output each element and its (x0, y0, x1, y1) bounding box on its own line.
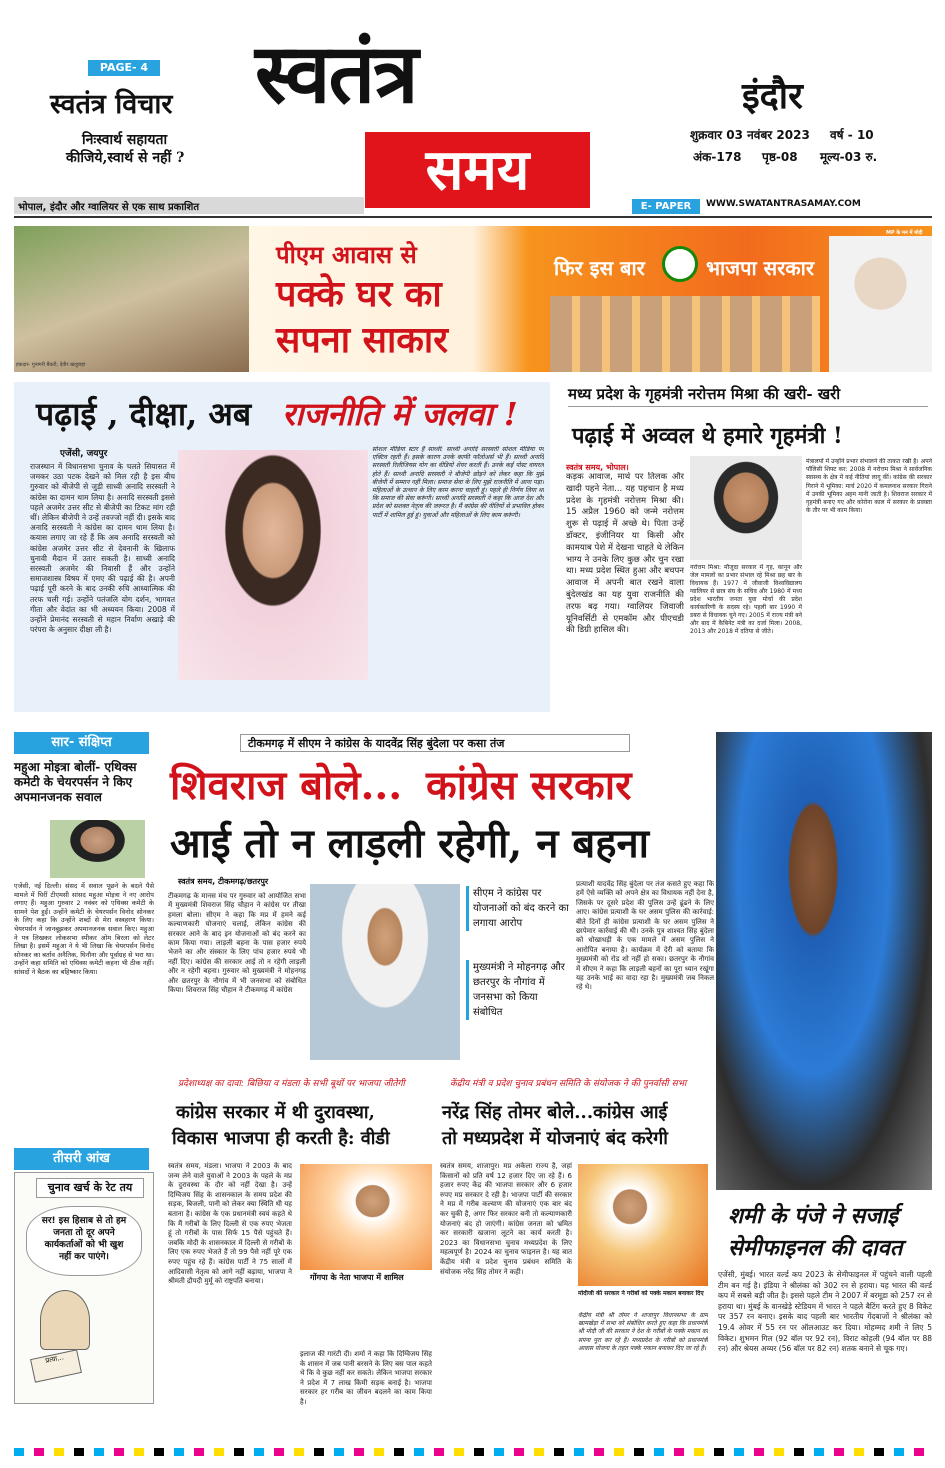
story1-photo (178, 450, 368, 680)
masthead-rule (14, 216, 932, 218)
lead-photo (310, 884, 460, 1060)
lotus-icon (662, 246, 698, 282)
s3-caption: गोंगपा के नेता भाजपा में शामिल (310, 1273, 404, 1282)
s4-headline-1: नरेंद्र सिंह तोमर बोले...कांग्रेस आई (442, 1102, 668, 1123)
story2-byline: स्वतंत्र समय, भोपाल। (566, 463, 629, 472)
ad-line-1: पीएम आवास से (276, 240, 417, 269)
lead-headline-a: शिवराज बोले... (170, 762, 403, 809)
sport-photo (716, 732, 932, 1190)
logo-bottom: समय (425, 137, 530, 203)
s3-kicker: प्रदेशाध्यक्ष का दावा: बिछिया व मंडला के सभी बूथों पर भाजपा जीतेगी (178, 1079, 405, 1089)
lead-pull-1: सीएम ने कांग्रेस पर योजनाओं को बंद करने का लगाया आरोप (466, 886, 570, 931)
story2-body2: नरोत्तम मिश्रा: मौजूदा सरकार में गृह, कानून और जेल मामलों का प्रभार संभाल रहे मिश्रा छह बार के विधायक हैं। 1977 में जीवाजी विश्वविद्यालय ग्वालियर से छात्र संघ के सचिव और 1980 में मध्य प्रदेश भारतीय जनता युवा मोर्चा की प्रदेश कार्यकारिणी के सदस्य रहे। पहली बार 1990 में डबरा से विधायक चुने गए। 2005 में राज्य मंत्री बने और बाद में कैबिनेट मंत्री का दर्जा मिला। 2008, 2013 और 2018 में दतिया से जीते। (690, 564, 802, 635)
story1-body: राजस्थान में विधानसभा चुनाव के चलते सियासत में जमकर उठा पटक देखने को मिल रही है इस बीच गुरुवार को बीजेपी से जुड़ी साध्वी अनादि सरस्वती ने कांग्रेस का दामन थाम लिया है। अनादि सरस्वती इससे पहले अजमेर उत्तर सीट से बीजेपी का टिकट मांग रही थीं। लेकिन बीजेपी ने उन्हें तवज्जो नहीं दी। इसके बाद अनादि सरस्वती ने कांग्रेस का दामन थाम लिया है। कयास लगाए जा रहे हैं कि अब अनादि सरस्वती को कांग्रेस अजमेर उत्तर सीट से देवनानी के खिलाफ चुनावी मैदान में उतार सकती है। साध्वी अनादि सरस्वती अजमेर की निवासी हैं और उन्होंने समाजशास्त्र विषय में एमए की पढ़ाई की है। अपनी पढ़ाई पूरी करने के बाद उनकी रुचि आध्यात्मिक की तरफ चली गई। उन्होंने पतंजलि योग दर्शन, भागवत गीता और वेदांत का भी अध्ययन किया। 2008 में उन्होंने प्रेमानंद सरस्वती से महान निर्वाण अखाड़े की परंपरा के अनुसार दीक्षा ली है। (30, 462, 175, 635)
column-title: स्वतंत्र विचार (50, 89, 173, 120)
ad-right-text: फिर इस बार (554, 256, 645, 280)
ad-line-3: सपना साकार (276, 319, 448, 361)
lead-body2: प्रत्याशी यादवेंद्र सिंह बुंदेला पर तंज कसते हुए कहा कि हमें ऐसे व्यक्ति को अपने क्षेत्र का विधायक नहीं देना है, जिसके पर दूसरे प्रदेश की पुलिस उन्हें ढूंढने के लिए आए। कांग्रेस प्रत्याशी के घर असम पुलिस की कार्रवाई: बीते दिनों ही कांग्रेस प्रत्याशी के घर असम पुलिस ने छापेमार कार्रवाई की थी। उनके पुत्र शाश्वत सिंह बुंदेला को धोखाधड़ी के एक मामले में असम पुलिस ने आरोपित बनाया है। कार्यक्रम में देरी को बताया कि मुख्यमंत्री को रोड शो नहीं हो सका। छतरपुर के नौगांव में सीएम ने कहा कि लाड़ली बहनों का पूरा ध्यान रखूंगा यह उनके भाई का वादा रहा है। मुख्यमंत्री जब निकल रहे थे। (576, 880, 714, 992)
issue-number: अंक-178 (693, 150, 742, 164)
s4-body: स्वतंत्र समय, शाजापुर। मप्र अकेला राज्य है, जहां किसानों को प्रति वर्ष 12 हजार दिए जा रहे हैं। 6 हजार रुपए केंद्र की भाजपा सरकार और 6 हजार रुपए मप्र सरकार दे रही है। भाजपा पार्टी की सरकार ने मप्र में गरीब कल्याण की योजनाएं एक बार बंद कर चुकी है, अगर फिर सरकार बनी तो कल्याणकारी योजनाएं बंद हो जाएंगी। कांग्रेस जनता को भ्रमित कर सरकारी खजाना लूटने का कार्य करती है। 2023 का विधानसभा चुनाव मध्यप्रदेश के लिए महत्वपूर्ण है। 2024 का चुनाव फाइनल है। यह बात केंद्रीय मंत्री व प्रदेश चुनाव प्रबंधन समिति के संयोजक नरेंद्र सिंह तोमर ने कही। (440, 1162, 572, 1276)
brief-headline: महुआ मोइत्रा बोलीं- एथिक्स कमेटी के चेयरपर्सन ने किए अपमानजनक सवाल (14, 760, 137, 804)
ad-line-2: पक्के घर का (276, 273, 442, 315)
story2-kicker-rule (568, 406, 928, 407)
lead-body1: टीकमगढ़ के मानस मंच पर गुरुवार को आयोजित सभा में मुख्यमंत्री शिवराज सिंह चौहान ने कांग्रेस पर तीखा हमला बोला। सीएम ने कहा कि मप्र में हमने कई कल्याणकारी योजनाएं चलाई, लेकिन कांग्रेस की सरकार आने के बाद इन योजनाओं को बंद करने का काम किया गया। लाड़ली बहना के पास हजार रुपये भेजने का और संस्कार के लिए पांच हजार रुपये भी नहीं दिए। कांग्रेस की सरकार आई तो न रहेगी लाड़ली और न रहेगी बहना। गुरुवार को मुख्यमंत्री ने मोहनगढ़ और छतरपुर के नौगांव में भी जनसभा को संबोधित किया। शिवराज सिंह चौहान ने टीकमगढ़ में कांग्रेस (168, 892, 306, 995)
story1-byline: एजेंसी, जयपुर (60, 449, 108, 459)
story2-photo (690, 456, 802, 560)
logo-top: स्वतंत्र (255, 26, 417, 122)
s4-body2: केंद्रीय मंत्री श्री तोमर ने शाजापुर विधानसभा के ग्राम खामखेड़ा में सभा को संबोधित करते हुए कहा कि प्रधानमंत्री श्री मोदी जी की सरकार ने देश के गरीबों के पक्के मकान का सपना पूरा कर रहे हैं। मध्यप्रदेश के गरीबों को प्रधानमंत्री आवास योजना के तहत पक्के मकान बनाकर दिए जा रहे हैं। (578, 1312, 708, 1352)
cartoon-caption: चुनाव खर्च के रेट तय (36, 1178, 144, 1198)
issue-date: शुक्रवार 03 नवंबर 2023 (690, 128, 810, 142)
s4-headline-2: तो मध्यप्रदेश में योजनाएं बंद करेगी (442, 1128, 668, 1149)
s4-caption: मोदीजी की सरकार ने गरीबों को पक्के मकान बनाकर दिए (578, 1290, 704, 1297)
sport-headline-1: शमी के पंजे ने सजाई (728, 1203, 899, 1229)
website-link[interactable]: WWW.SWATANTRASAMAY.COM (706, 199, 861, 209)
ad-modi-photo (829, 236, 932, 372)
cartoon-figure (40, 1290, 90, 1350)
lead-headline-c: आई तो न लाड़ली रहेगी, न बहना (170, 820, 650, 867)
tagline-2: कीजिये,स्वार्थ से नहीं ? (66, 150, 185, 166)
story1-headline-a: पढ़ाई , दीक्षा, अब (36, 395, 252, 433)
s3-headline-1: कांग्रेस सरकार में थी दुरावस्था, (176, 1102, 375, 1123)
price: मूल्य-03 रु. (820, 150, 878, 164)
sport-headline-2: सेमीफाइनल की दावत (728, 1235, 903, 1261)
lead-byline: स्वतंत्र समय, टीकमगढ़/छतरपुर (178, 877, 269, 886)
issue-year: वर्ष - 10 (830, 128, 874, 142)
brief-photo (50, 820, 145, 878)
tagline-1: निःस्वार्थ सहायता (82, 132, 168, 148)
page-label: PAGE- 4 (88, 60, 160, 76)
s4-kicker: केंद्रीय मंत्री व प्रदेश चुनाव प्रबंधन समिति के संयोजक ने की पुनर्वासी सभा (450, 1079, 687, 1089)
ad-mp-logo: MP के मन में मोदी (886, 230, 923, 236)
story1-side: सोशल मीडिया स्टार हैं साध्वी: साध्वी अनादि सरस्वती सोशल मीडिया पर एक्टिव रहती हैं। इसके कारण उनके काफी फॉलोअर्स भी हैं। साध्वी अनादि सरस्वती रिलीजियस योग का वीडियो शेयर करती हैं। उनके कई पोस्ट वायरल होते हैं। साध्वी अनादि सरस्वती ने बीजेपी छोड़ने को लेकर कहा कि मुझे बीजेपी में सम्मान नहीं मिला। समाज सेवा के लिए मुझे राजनीति में आना पड़ा। महिलाओं के उत्थान के लिए काम करना चाहती हूं। पहले ही निर्णय लिया था कि समाज की सेवा करूंगी। साध्वी अनादि सरस्वती ने कहा कि आज देश और प्रदेश को सशक्त नेतृत्व की जरूरत है। मैं कांग्रेस की नीतियों से प्रभावित होकर पार्टी में शामिल हुई हूं। युवाओं और महिलाओं के लिए काम करूंगी। (372, 446, 544, 519)
epaper-label[interactable]: E- PAPER (632, 199, 700, 214)
s3-body2: इलाज की गारंटी दी। शर्मा ने कहा कि दिग्विजय सिंह के शासन में जब पानी बरसने के लिए बस पाल कहते थे कि वे कुछ नहीं कर सकते। लेकिन भाजपा सरकार ने प्रदेश में 7 लाख किमी सड़क बनाई है। भाजपा सरकार हर गरीब का जीवन बदलने का काम किया है। (300, 1350, 432, 1406)
story2-body: कड़क आवाज, माथे पर तिलक और खादी पहने नेता... यह पहचान है मध्य प्रदेश के गृहमंत्री नरोत्तम मिश्रा की। 15 अप्रैल 1960 को जन्मे नरोत्तम शुरू से पढ़ाई में अच्छे थे। पिता उन्हें डॉक्टर, इंजीनियर या किसी और कामयाब पेशे में देखना चाहते थे लेकिन भाग्य ने उनके लिए कुछ और चुन रखा था। मध्य प्रदेश स्थित हुआ और बचपन आवाज में अपनी बात रखने वाला बुंदेलखंड का यह युवा राजनीति की तरफ बढ़ गया। ग्वालियर जिवाजी यूनिवर्सिटी से एमकॉम और पीएचडी की डिग्री हासिल की। (566, 472, 684, 636)
published-text: भोपाल, इंदौर और ग्वालियर से एक साथ प्रकाशित (18, 202, 200, 213)
ad-leaders-row (550, 296, 820, 372)
cartoon-bubble: सर! इस हिसाब से तो हम जनता तो दूर अपने कार्यकर्ताओं को भी खुश नहीं कर पाएंगे। (26, 1206, 142, 1276)
cartoon-header: तीसरी आंख (14, 1148, 149, 1170)
registration-strip (14, 1448, 932, 1456)
lead-kicker: टीकमगढ़ में सीएम ने कांग्रेस के यादवेंद्र सिंह बुंदेला पर कसा तंज (248, 737, 505, 750)
story2-headline: पढ़ाई में अव्वल थे हमारे गृहमंत्री ! (572, 423, 843, 449)
ad-family-photo (14, 226, 249, 372)
story1-headline-b: राजनीति में जलवा ! (282, 395, 518, 433)
cartoon-sign: प्रत्या... (30, 1349, 82, 1382)
story2-body3: मंत्रालयों में उन्होंने प्रभार संभालने की ताकत रखी है। अपने पॉलिसी शिफ्ट कर: 2008 में नरोत्तम मिश्रा ने सार्वजनिक स्वास्थ्य के क्षेत्र में कई नीतियां लागू कीं। कांग्रेस की सरकार गिराने में भूमिका: मार्च 2020 में कमलनाथ सरकार गिराने में उनकी भूमिका अहम मानी जाती है। शिवराज सरकार में गृहमंत्री बनाए गए और कोरोना काल में सरकार के प्रवक्ता के तौर पर भी काम किया। (806, 458, 932, 515)
s4-photo (578, 1164, 708, 1286)
ad-banner (14, 226, 932, 372)
ad-party: भाजपा सरकार (706, 256, 815, 280)
s3-body: स्वतंत्र समय, मंडला। भाजपा ने 2003 के बाद जन्म लेने वाले युवाओं ने 2003 के पहले के मप्र के दुरावस्था के दौर को नहीं देखा है। उन्हें दिग्विजय सिंह के शासनकाल के समय प्रदेश की सड़क, बिजली, पानी को लेकर क्या स्थिति थी यह बताना है। कांग्रेस के एक प्रधानमंत्री स्वयं कहते थे कि मैं गरीबों के लिए दिल्ली से एक रुपए भेजता हूं तो गरीबों के पास सिर्फ 15 पैसे पहुंचते हैं। जबकि मोदी के शासनकाल में दिल्ली से गरीबों के लिए एक रुपए भेजते हैं तो 99 पैसे नहीं पूरे एक रुपए पहुंच रहे हैं। कांग्रेस पार्टी ने 75 सालों में आदिवासी नेतृत्व को आगे नहीं बढ़ाया, भाजपा ने श्रीमती द्रौपदी मुर्मू को राष्ट्रपति बनाया। (168, 1162, 292, 1286)
lead-headline-b: कांग्रेस सरकार (426, 762, 632, 809)
brief-body: एजेंसी, नई दिल्ली। संसद में सवाल पूछने के बदले पैसे मामले में घिरीं टीएमसी सांसद महुआ मोइत्रा ने नए आरोप लगाए हैं। महुआ गुरुवार 2 नवंबर को एथिक्स कमेटी के सामने पेश हुईं। उन्होंने कमेटी के चेयरपर्सन विनोद सोनकर के लिए कहा कि उन्होंने शब्दों से मेरा वस्त्रहरण किया। चेयरपर्सन ने जानबूझकर अपमानजनक सवाल किए। महुआ ने पत्र लिखकर लोकसभा स्पीकर ओम बिरला को लेटर लिखा है। इसमें महुआ ने ये भी लिखा कि चेयरपर्सन विनोद सोनकर का बर्ताव अनैतिक, घिनौना और पूर्वाग्रह से भरा था। उन्होंने कहा समिति को एथिक्स कमेटी कहना भी ठीक नहीं। सांसदों ने बैठक का बहिष्कार किया। (14, 882, 154, 976)
lead-pull-2: मुख्यमंत्री ने मोहनगढ़ और छतरपुर के नौगांव में जनसभा को किया संबोधित (466, 960, 570, 1020)
page-count: पृष्ठ-08 (762, 150, 798, 164)
s3-photo (300, 1164, 432, 1270)
sport-body: एजेंसी, मुंबई। भारत वर्ल्ड कप 2023 के सेमीफाइनल में पहुंचने वाली पहली टीम बन गई है। इंडिया ने श्रीलंका को 302 रन से हराया। यह भारत की वर्ल्ड कप में सबसे बड़ी जीत है। इससे पहले टीम ने 2007 में बरमूडा को 257 रन से हराया था। मुंबई के वानखेड़े स्टेडियम में भारत ने पहले बैटिंग करते हुए 8 विकेट पर 357 रन बनाए। इसके बाद पहली बार भारतीय गेंदबाजों ने श्रीलंका को 19.4 ओवर में 55 रन पर ऑलआउट कर दिया। मोहम्मद शमी ने लिए 5 विकेट। शुभमन गिल (92 बॉल पर 92 रन), विराट कोहली (94 बॉल पर 88 रन) और श्रेयस अय्यर (56 बॉल पर 82 रन) शतक बनाने से चूक गए। (718, 1270, 932, 1354)
brief-header: सार- संक्षिप्त (14, 732, 149, 754)
city-name: इंदौर (742, 75, 803, 117)
s3-headline-2: विकास भाजपा ही करती है: वीडी (172, 1128, 390, 1149)
ad-credit: हकदार- गुनागरी बैंकरी, देवीर खजुराहा (16, 362, 86, 368)
story2-kicker: मध्य प्रदेश के गृहमंत्री नरोत्तम मिश्रा की खरी- खरी (568, 385, 841, 403)
